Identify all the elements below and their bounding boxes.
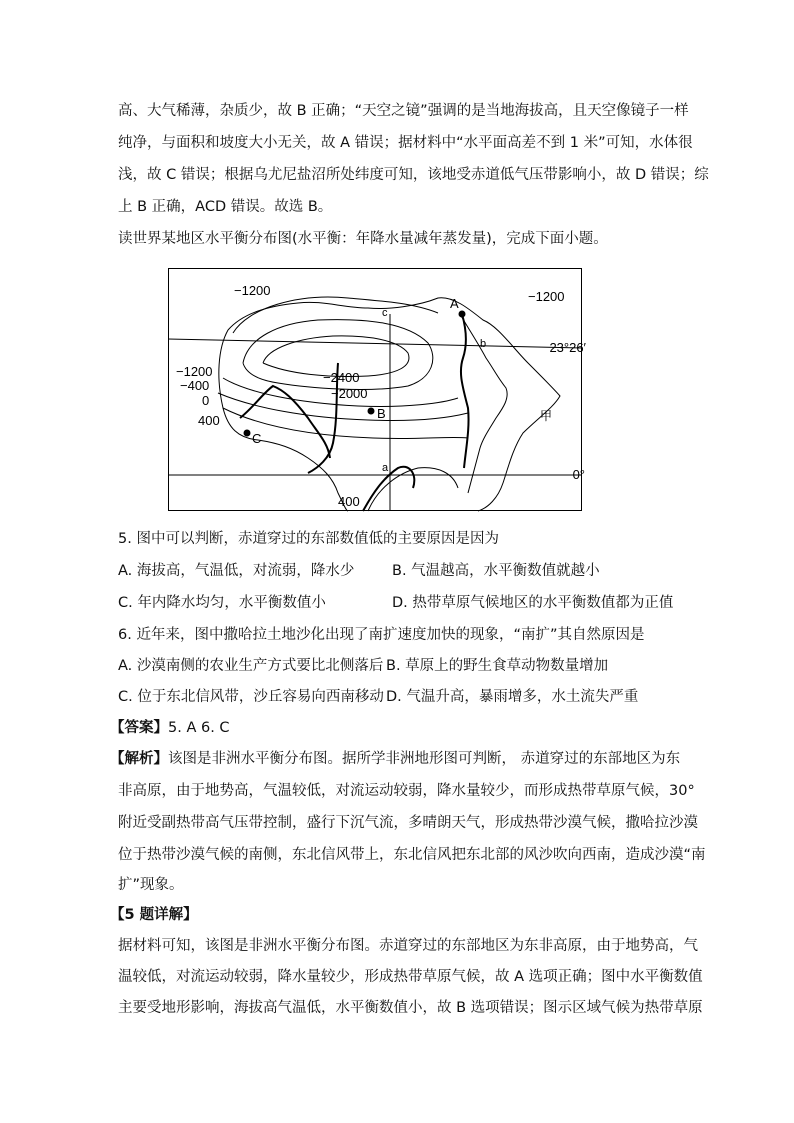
answer-text: 5. A 6. C: [168, 720, 230, 736]
label-A: A: [450, 296, 459, 311]
text-line: 纯净，与面积和坡度大小无关，故 A 错误；据材料中“水平面高差不到 1 米”可知，水体很: [118, 135, 693, 151]
detail5-tag: 【5 题详解】: [110, 907, 198, 923]
q5-option-c: C. 年内降水均匀，水平衡数值小: [118, 595, 326, 611]
q5-option-a: A. 海拔高，气温低，对流弱，降水少: [118, 563, 355, 579]
label-B: B: [377, 406, 386, 421]
label-p400-l: 400: [198, 413, 220, 428]
q6-stem: 6. 近年来，图中撒哈拉土地沙化出现了南扩速度加快的现象，“南扩”其自然原因是: [118, 627, 645, 643]
text-line: 扩”现象。: [118, 877, 184, 893]
label-latitude: 23°26′: [549, 340, 586, 355]
analysis-text: 该图是非洲水平衡分布图。据所学非洲地形图可判断， 赤道穿过的东部地区为东: [168, 751, 681, 767]
label-jia: 甲: [540, 409, 553, 423]
q6-option-d: D. 气温升高，暴雨增多，水土流失严重: [386, 689, 639, 705]
label-m1200-tl: −1200: [234, 283, 271, 298]
text-line: 主要受地形影响，海拔高气温低，水平衡数值小，故 B 选项错误；图示区域气候为热带草原: [118, 1000, 703, 1016]
water-balance-map: [168, 268, 586, 511]
label-C: C: [252, 431, 262, 446]
text-line: 据材料可知，该图是非洲水平衡分布图。赤道穿过的东部地区为东非高原，由于地势高，气: [118, 938, 698, 954]
text-line: 上 B 正确，ACD 错误。故选 B。: [118, 199, 333, 215]
label-a: a: [382, 462, 389, 474]
analysis-tag: 【解析】: [110, 751, 168, 767]
q5-option-d: D. 热带草原气候地区的水平衡数值都为正值: [392, 595, 674, 611]
point-b-marker: [368, 408, 375, 415]
point-c-marker: [244, 430, 251, 437]
text-line: 温较低，对流运动较弱，降水量较少，形成热带草原气候，故 A 选项正确；图中水平衡数值: [118, 969, 703, 985]
label-equator: 0°: [572, 467, 585, 482]
text-line: 附近受副热带高气压带控制，盛行下沉气流，多晴朗天气，形成热带沙漠气候，撒哈拉沙漠: [118, 815, 698, 831]
text-line: 浅，故 C 错误；根据乌尤尼盐沼所处纬度可知，该地受赤道低气压带影响小，故 D 错误；综: [118, 167, 709, 183]
text-line: 高、大气稀薄，杂质少，故 B 正确；“天空之镜”强调的是当地海拔高，且天空像镜子一样: [118, 103, 689, 119]
answer-tag: 【答案】: [110, 720, 168, 736]
q5-stem: 5. 图中可以判断，赤道穿过的东部数值低的主要原因是因为: [118, 531, 499, 547]
figure-intro: 读世界某地区水平衡分布图(水平衡：年降水量减年蒸发量)，完成下面小题。: [118, 231, 608, 247]
label-m2000: −2000: [331, 386, 368, 401]
q6-option-c: C. 位于东北信风带，沙丘容易向西南移动: [118, 689, 384, 705]
text-line: 非高原，由于地势高，气温较低，对流运动较弱，降水量较少，而形成热带草原气候，30°: [118, 783, 695, 799]
q5-option-b: B. 气温越高，水平衡数值就越小: [392, 563, 600, 579]
label-m2400: −2400: [323, 370, 360, 385]
q6-option-b: B. 草原上的野生食草动物数量增加: [386, 658, 609, 674]
label-b: b: [480, 338, 487, 350]
label-c: c: [382, 307, 388, 319]
text-line: 位于热带沙漠气候的南侧，东北信风带上，东北信风把东北部的风沙吹向西南，造成沙漠“南: [118, 847, 706, 863]
answer-line: [110, 718, 230, 738]
label-m1200-l: −1200: [176, 364, 213, 379]
q6-option-a: A. 沙漠南侧的农业生产方式要比北侧落后: [118, 658, 384, 674]
analysis-line-1: [110, 749, 680, 769]
point-a-marker: [459, 311, 466, 318]
label-m1200-tr: −1200: [528, 289, 565, 304]
label-p400-b: 400: [338, 494, 360, 509]
label-zero-l: 0: [202, 393, 210, 408]
label-m400-l: −400: [180, 378, 210, 393]
